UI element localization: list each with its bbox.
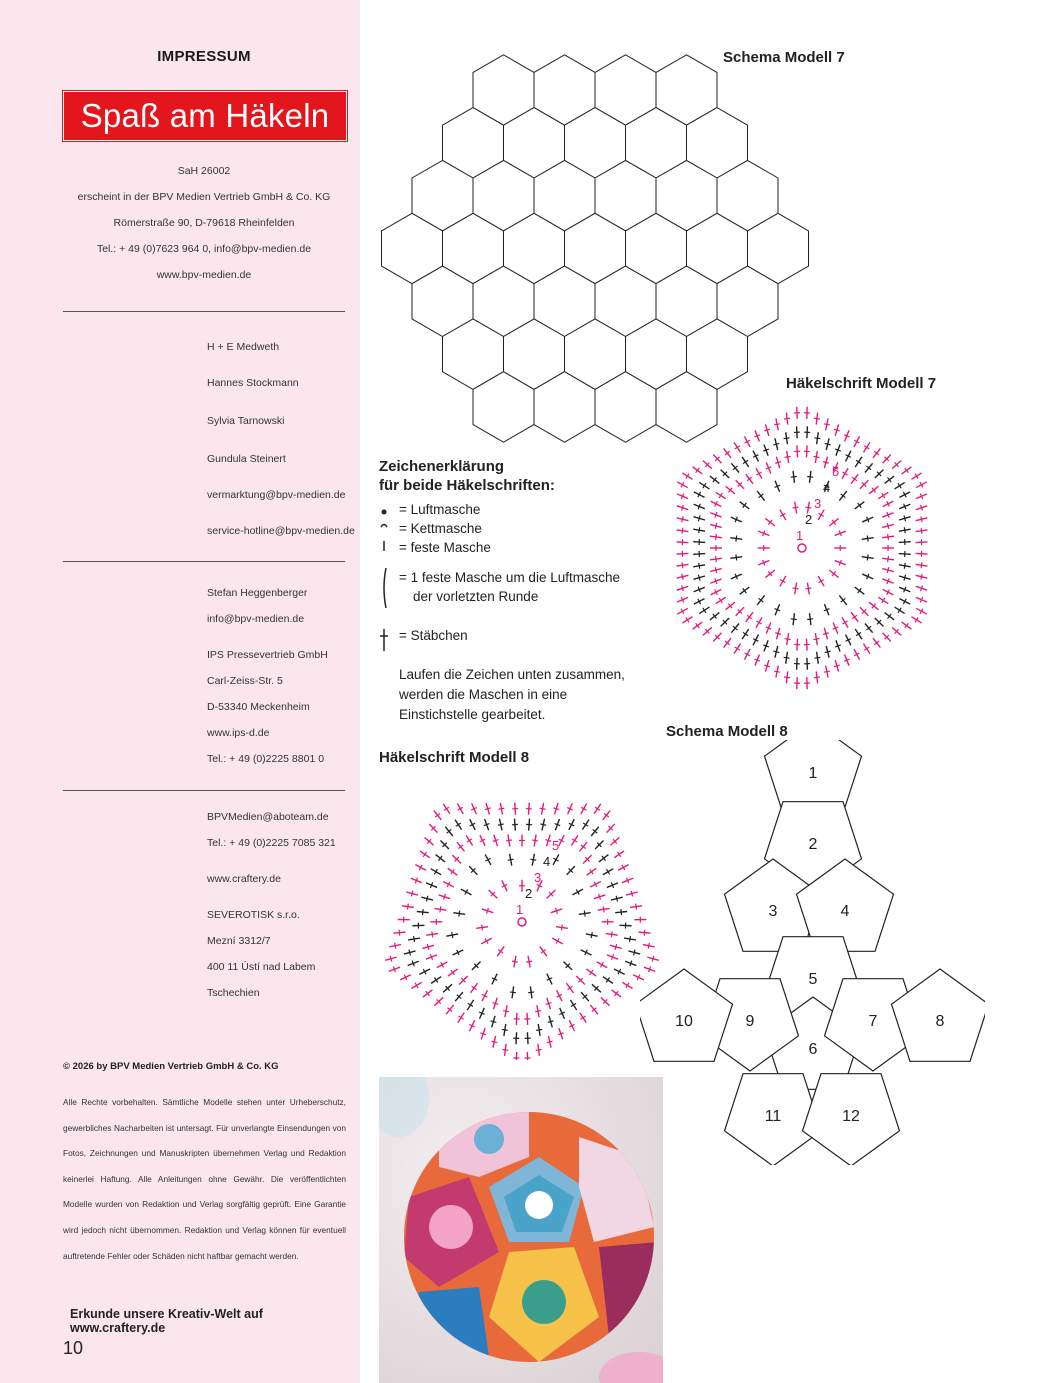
stitch-mark: [867, 555, 868, 561]
abo-value[interactable]: BPVMedien@aboteam.de: [207, 811, 329, 823]
pentagon-schema-8: [640, 740, 985, 1165]
druck-value: Mezní 3312/7: [207, 935, 271, 947]
vertrieb-value: IPS Pressevertrieb GmbH: [207, 649, 328, 661]
gesamt-value: Stefan Heggenberger: [207, 587, 308, 599]
stitch-mark: [503, 1011, 509, 1012]
stitch-mark: [773, 651, 779, 652]
legend-feste-um-2: der vorletzten Runde: [413, 589, 539, 604]
stitch-mark: [408, 904, 409, 910]
stitch-mark: [548, 1021, 554, 1023]
stitch-mark: [921, 528, 922, 534]
legend-note: Laufen die Zeichen unten zusammen, werden die Maschen in eine Einstichstelle gearbeitet.: [399, 667, 625, 722]
impressum-heading: IMPRESSUM: [157, 48, 251, 65]
stitch-mark: [807, 619, 813, 620]
stitch-mark: [773, 443, 779, 444]
legend-feste: = feste Masche: [399, 540, 491, 555]
stitch-mark: [814, 657, 820, 658]
divider: [63, 790, 345, 791]
stitch-mark: [452, 932, 453, 938]
stitch-mark: [775, 462, 781, 464]
pentagon-number: 1: [808, 765, 818, 782]
stitch-mark: [736, 555, 737, 561]
einzel-value[interactable]: www.craftery.de: [207, 873, 281, 885]
vertrieb-value: Tel.: + 49 (0)2225 8801 0: [207, 753, 325, 765]
legend-feste-um: = 1 feste Masche um die Luftmasche: [399, 570, 620, 585]
stitch-mark: [414, 936, 415, 942]
stitch-mark: [498, 824, 504, 825]
stitch-mark: [784, 438, 790, 439]
stitch-mark: [547, 1041, 553, 1042]
staff-value[interactable]: service-hotline@bpv-medien.de: [207, 525, 355, 537]
stitch-mark: [807, 476, 813, 477]
crochet-ball-photo: [379, 1077, 663, 1383]
stitch-mark: [867, 536, 868, 542]
stitch-mark: [682, 528, 683, 534]
round-label: 5: [832, 464, 840, 479]
pentagon-number: 6: [808, 1041, 818, 1058]
pentagon-number: 12: [842, 1108, 860, 1125]
stitch-mark: [636, 904, 637, 910]
stitch-mark: [805, 588, 811, 589]
stitch-mark: [540, 824, 546, 825]
stitch-mark: [532, 840, 538, 841]
stitch-mark: [510, 992, 516, 993]
stitch-mark: [399, 930, 400, 936]
pentagon-number: 2: [808, 836, 818, 853]
stitch-mark: [715, 523, 716, 529]
stitch-mark: [904, 527, 905, 533]
stitch-mark: [834, 429, 840, 431]
stitch-mark: [791, 619, 797, 620]
stitch-mark: [888, 534, 889, 540]
stitch-mark: [824, 424, 830, 425]
publisher-info: [62, 158, 346, 288]
vertrieb-value[interactable]: www.ips-d.de: [207, 727, 270, 739]
abo-value: Tel.: + 49 (0)2225 7085 321: [207, 837, 336, 849]
stitch-mark: [814, 438, 820, 439]
stitch-mark: [482, 925, 483, 931]
stitch-mark: [506, 840, 512, 841]
stitch-mark: [616, 896, 617, 902]
center-ring: [798, 544, 806, 552]
stitch-mark: [491, 1041, 497, 1042]
stitch-mark: [904, 563, 905, 569]
legal-text: Alle Rechte vorbehalten. Sämtliche Modelle stehen unter Urheberschutz, gewerbliches Nacharbeiten ist untersagt. Für unverlangte Einsendungen von Fotos, Zeichnungen und Manuskripten übernehmen Verlag und Redaktion keinerlei Haftung. Alle Anleitungen ohne Gewähr. Die veröffentlichten Modelle wurden von Redaktion und Verlag sorgfältig geprüft. Eine Garantie wird jedoch nicht übernommen. Redaktion und Verlag können für eventuell auftretende Fehler oder Schäden nicht haftbar gemacht werden.: [63, 1097, 346, 1261]
stitch-mark: [715, 567, 716, 573]
stitch-mark: [805, 507, 811, 508]
website-line[interactable]: www.bpv-medien.de: [156, 269, 252, 281]
druck-value: 400 11 Ústí nad Labem: [207, 961, 316, 973]
stitch-mark: [459, 911, 460, 917]
vertrieb-value: Carl-Zeiss-Str. 5: [207, 675, 283, 687]
stitch-mark: [536, 1050, 542, 1051]
stitch-mark: [631, 891, 633, 897]
stitch-mark: [793, 507, 799, 508]
stitch-mark: [887, 523, 888, 529]
stitch-mark: [440, 906, 441, 912]
legend-kettmasche: = Kettmasche: [399, 521, 482, 536]
long-single-crochet-icon: [384, 568, 386, 608]
stitch-mark: [904, 515, 906, 521]
vertrieb-value: D-53340 Meckenheim: [207, 701, 310, 713]
stitch-mark: [921, 562, 922, 568]
copyright: © 2026 by BPV Medien Vertrieb GmbH & Co. KG: [63, 1061, 279, 1072]
dot-icon: [382, 510, 387, 515]
stitch-mark: [921, 516, 922, 522]
stitch-mark: [615, 944, 617, 950]
legend-title: [379, 457, 555, 495]
stitch-mark: [824, 671, 830, 672]
schema7-title: Schema Modell 7: [723, 49, 845, 66]
stitch-mark: [411, 891, 413, 897]
round-label: 4: [823, 480, 831, 495]
pentagon-number: 4: [840, 903, 850, 920]
stitch-mark: [530, 859, 536, 860]
pentagon-number: 5: [808, 971, 818, 988]
round-label: 2: [805, 512, 813, 527]
stitch-mark: [409, 950, 411, 956]
stitch-mark: [528, 992, 534, 993]
stitch-mark: [784, 418, 790, 419]
round-label: 5: [552, 838, 560, 853]
address-line: Römerstraße 90, D-79618 Rheinfelden: [113, 217, 295, 229]
stitch-mark: [814, 418, 820, 419]
stitch-mark: [813, 639, 819, 640]
contact-line: Tel.: + 49 (0)7623 964 0, info@bpv-medien.de: [96, 243, 312, 255]
crochet8-title: Häkelschrift Modell 8: [379, 749, 530, 766]
staff-value: Sylvia Tarnowski: [207, 415, 285, 427]
impressum-sidebar: [0, 0, 360, 1383]
stitch-mark: [716, 556, 717, 562]
stitch-mark: [823, 462, 829, 464]
stitch-mark: [498, 808, 504, 809]
staff-value: Gundula Steinert: [207, 453, 286, 465]
stitch-mark: [825, 443, 831, 444]
legend-staebchen: = Stäbchen: [399, 628, 468, 643]
stitch-mark: [432, 931, 433, 937]
legend-title-line: für beide Häkelschriften:: [379, 477, 555, 494]
hexagon-schema-7: [370, 40, 820, 450]
stitch-mark: [814, 677, 820, 678]
magazine-logo: Spaß am Häkeln: [63, 91, 347, 141]
legend-title-line: Zeichenerklärung: [379, 458, 505, 475]
stitch-mark: [699, 527, 700, 533]
staff-value: Hannes Stockmann: [207, 377, 299, 389]
stitch-mark: [904, 575, 906, 581]
stitch-mark: [785, 639, 791, 640]
crochet-chart-7: [662, 400, 947, 690]
stitch-mark: [825, 651, 831, 652]
gesamt-value[interactable]: info@bpv-medien.de: [207, 613, 305, 625]
stitch-mark: [502, 1050, 508, 1051]
pentagon-number: 10: [675, 1013, 693, 1030]
stitch-mark: [526, 961, 532, 962]
stitch-mark: [774, 424, 780, 425]
stitch-mark: [540, 808, 546, 809]
crochet-chart-8: [375, 770, 670, 1060]
round-label: 2: [525, 886, 533, 901]
pentagon-number: 3: [768, 903, 778, 920]
stitch-mark: [423, 909, 424, 915]
stitch-mark: [813, 456, 819, 457]
stitch-mark: [485, 808, 491, 810]
stitch-mark: [785, 456, 791, 457]
pentagon-number: 11: [764, 1108, 782, 1125]
issue-code: SaH 26002: [177, 165, 231, 177]
stitch-mark: [736, 536, 737, 542]
round-label: 3: [534, 870, 542, 885]
staff-value: H + E Medweth: [207, 341, 280, 353]
stitch-mark: [561, 925, 562, 931]
stitch-mark: [775, 633, 781, 635]
stitch-mark: [784, 657, 790, 658]
staff-value[interactable]: vermarktung@bpv-medien.de: [207, 489, 346, 501]
publisher-line: erscheint in der BPV Medien Vertrieb GmbH & Co. KG: [77, 191, 331, 203]
stitch-mark: [535, 1011, 541, 1012]
pentagon-number: 8: [935, 1013, 945, 1030]
center-ring: [518, 918, 526, 926]
stitch-mark: [791, 476, 797, 477]
stitch-mark: [921, 574, 922, 580]
stitch-mark: [764, 429, 770, 431]
crochet7-title: Häkelschrift Modell 7: [786, 375, 937, 392]
stitch-mark: [395, 943, 396, 949]
stitch-mark: [793, 588, 799, 589]
stitch-mark: [390, 956, 392, 962]
druck-value: SEVEROTISK s.r.o.: [207, 909, 300, 921]
stitch-mark: [490, 1021, 496, 1023]
stitch-mark: [764, 665, 770, 667]
druck-value: Tschechien: [207, 987, 260, 999]
stitch-mark: [634, 950, 636, 956]
divider: [63, 311, 345, 312]
stitch-mark: [834, 665, 840, 667]
stitch-mark: [774, 671, 780, 672]
stitch-mark: [502, 1029, 508, 1030]
stitch-mark: [553, 808, 559, 810]
stitch-mark: [591, 932, 592, 938]
stitch-mark: [427, 944, 429, 950]
legend-luftmasche: = Luftmasche: [399, 502, 481, 517]
round-label: 3: [814, 496, 822, 511]
stitch-mark: [784, 677, 790, 678]
stitch-mark: [887, 567, 888, 573]
stitch-mark: [621, 909, 622, 915]
stitch-mark: [682, 516, 683, 522]
stitch-mark: [611, 931, 612, 937]
stitch-mark: [682, 574, 683, 580]
page-number: 10: [63, 1338, 84, 1358]
round-label: 1: [516, 902, 524, 917]
stitch-mark: [682, 562, 683, 568]
stitch-mark: [508, 859, 514, 860]
stitch-mark: [603, 906, 604, 912]
round-label: 1: [796, 528, 804, 543]
schema8-title: Schema Modell 8: [666, 723, 788, 740]
stitch-mark: [536, 1029, 542, 1030]
round-label: 4: [543, 854, 551, 869]
pentagon-number: 7: [868, 1013, 878, 1030]
stitch-mark: [629, 936, 630, 942]
stitch-mark: [823, 633, 829, 635]
stitch-mark: [699, 563, 700, 569]
legend-symbols: [378, 503, 394, 653]
slip-stitch-icon: [381, 525, 387, 528]
stitch-mark: [888, 556, 889, 562]
stitch-mark: [426, 896, 427, 902]
stitch-mark: [584, 911, 585, 917]
stitch-mark: [716, 534, 717, 540]
explore-link[interactable]: Erkunde unsere Kreativ-Welt auf www.craftery.de: [70, 1307, 263, 1335]
stitch-mark: [698, 515, 700, 521]
divider: [63, 561, 345, 562]
pentagon-number: 9: [745, 1013, 755, 1030]
stitch-mark: [512, 961, 518, 962]
stitch-mark: [698, 575, 700, 581]
